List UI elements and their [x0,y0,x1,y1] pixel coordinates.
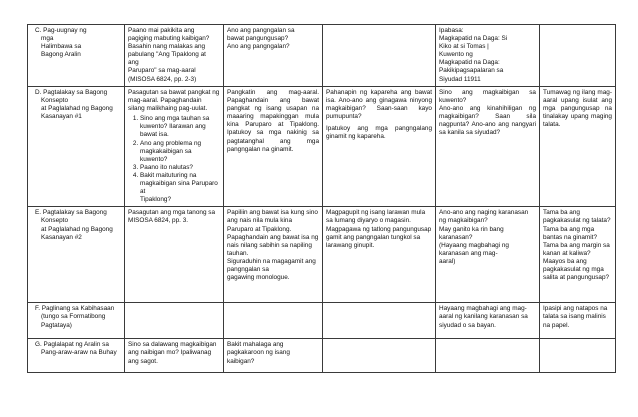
cell-col6 [540,25,616,87]
cell-col3 [224,303,323,339]
row-label-first-line: E. Pagtalakay sa Bagong [35,209,107,217]
cell-col4: Magpagupit ng isang larawan mula sa lumang diyaryo o magasin. Magpagawa ng tatlong pangungusap gamit ang pangngalan tungkol sa larawang ginupit. [323,207,436,303]
lesson-plan-table [27,24,616,373]
cell-col2 [125,87,224,207]
cell-col3: Bakit mahalaga ang pagkakaroon ng isang kaibigan? [224,339,323,373]
row-label-rest: Pang-araw-araw na Buhay [41,349,117,357]
cell-col2: Pasagutan ang mga tanong sa MISOSA 6824, pp. 3. [125,207,224,303]
table-row [28,87,616,207]
cell-col4-para-b: Ipatukoy ang mga pangngalang ginamit ng kapareha. [326,125,432,141]
list-item: 3. Paano ito nalutas? [140,164,220,172]
cell-col6: Ipasipi ang natapos na talata sa isang malinis na papel. [540,303,616,339]
cell-col4-para-a: Pahanapin ng kapareha ang bawat isa. Ano-ano ang ginagawa ninyong magkaibigan? Saan-saan kayo pumupunta? [326,89,432,121]
cell-col3: Papiliin ang bawat isa kung sino ang nais nila mula kina Paruparo at Tipaklong. Papaghandain ang bawat isa ng nais nilang sabihin sa napiling tauhan. Siguraduhin na magagamit ang pangngalan sa gagawing monologue. [224,207,323,303]
cell-col2: Sino sa dalawang magkaibigan ang naibigan mo? Ipaliwanag ang sagot. [125,339,224,373]
table-row [28,303,616,339]
cell-col4 [323,25,436,87]
cell-col6: Tumawag ng ilang mag-aaral upang isulat ang mga pangungusap na tinalakay upang maging talata. [540,87,616,207]
row-label-cell [28,339,125,373]
row-label-rest: Konsepto at Paglalahad ng Bagong Kasanayan #2 [41,217,113,241]
question-list [128,115,220,204]
cell-col6 [540,339,616,373]
row-label-first-line: C. Pag-uugnay ng [35,27,87,34]
cell-col2 [125,303,224,339]
cell-col5 [436,339,540,373]
cell-col5: Sino ang magkaibigan sa kuwento? Ano-ano ang kinahihiligan ng magkaibigan? Saan sila nagpunta? Ano-ano ang nangyari sa kanila sa siyudad? [436,87,540,207]
cell-col4 [323,87,436,207]
table-row [28,25,616,87]
cell-col5: Ipabasa: Magkapatid na Daga: Si Kiko at si Tomas | Kuwento ng Magkapatid na Daga: Pakikipagsapalaran sa Siyudad 11911 [436,25,540,87]
row-label-rest: Konsepto at Paglalahad ng Bagong Kasanayan #1 [41,97,113,121]
cell-col2: Paano mai pakikita ang pagiging mabuting kaibigan? Basahin nang malakas ang pabulang "Ang Tipaklong at ang Paruparo" sa mag-aaral (MISOSA 6824, pp. 2-3) [125,25,224,87]
cell-col3: Pangkatin ang mag-aaral. Papaghandain ang bawat pangkat ng isang usapan na maaaring mapakinggan mula kina Paruparo at Tipaklong. Ipatukoy sa mga nakinig sa pagtatanghal ang mga pangngalan na ginamit. [224,87,323,207]
list-item: 2. Ano ang problema ng magkakaibigan sa kuwento? [140,140,220,164]
row-label-cell [28,25,125,87]
row-label-cell [28,303,125,339]
row-label-rest: (tungo sa Formatibong Pagtataya) [41,313,106,329]
cell-col6: Tama ba ang pagkakasulat ng talata? Tama ba ang mga bantas na ginamit? Tama ba ang margin sa kanan at kaliwa? Maayos ba ang pagkakasulat ng mga salita at pangungusap? [540,207,616,303]
cell-col4 [323,339,436,373]
row-label-cell [28,207,125,303]
row-label-first-line: G. Paglalapat ng Aralin sa [35,341,109,349]
row-label-rest: mga Halimbawa sa Bagong Aralin [41,35,82,59]
cell-col3: Ano ang pangngalan sa bawat pangungusap? Ano ang pangngalan? [224,25,323,87]
row-label-first-line: D. Pagtalakay sa Bagong [35,89,108,96]
row-label-cell [28,87,125,207]
row-label-first-line: F. Paglinang sa Kabihasaan [35,305,115,313]
cell-col5: Ano-ano ang naging karanasan ng magkaibigan? May ganito ka rin bang karanasan? (Hayaang magbahagi ng karanasan ang mag- aaral) [436,207,540,303]
list-item: 4. Bakit maituturing na magkaibigan sina Paruparo at Tipaklong? [140,172,220,204]
table-row [28,207,616,303]
table-row [28,339,616,373]
cell-col5: Hayaang magbahagi ang mag-aaral ng kanilang karanasan sa siyudad o sa bayan. [436,303,540,339]
cell-col2-intro: Pasagutan sa bawat pangkat ng mag-aaral. Papaghandain silang malikhaing pag-uulat. [128,89,220,113]
list-item: 1. Sino ang mga tauhan sa kuwento? Ilarawan ang bawat isa. [140,115,220,139]
cell-col4 [323,303,436,339]
